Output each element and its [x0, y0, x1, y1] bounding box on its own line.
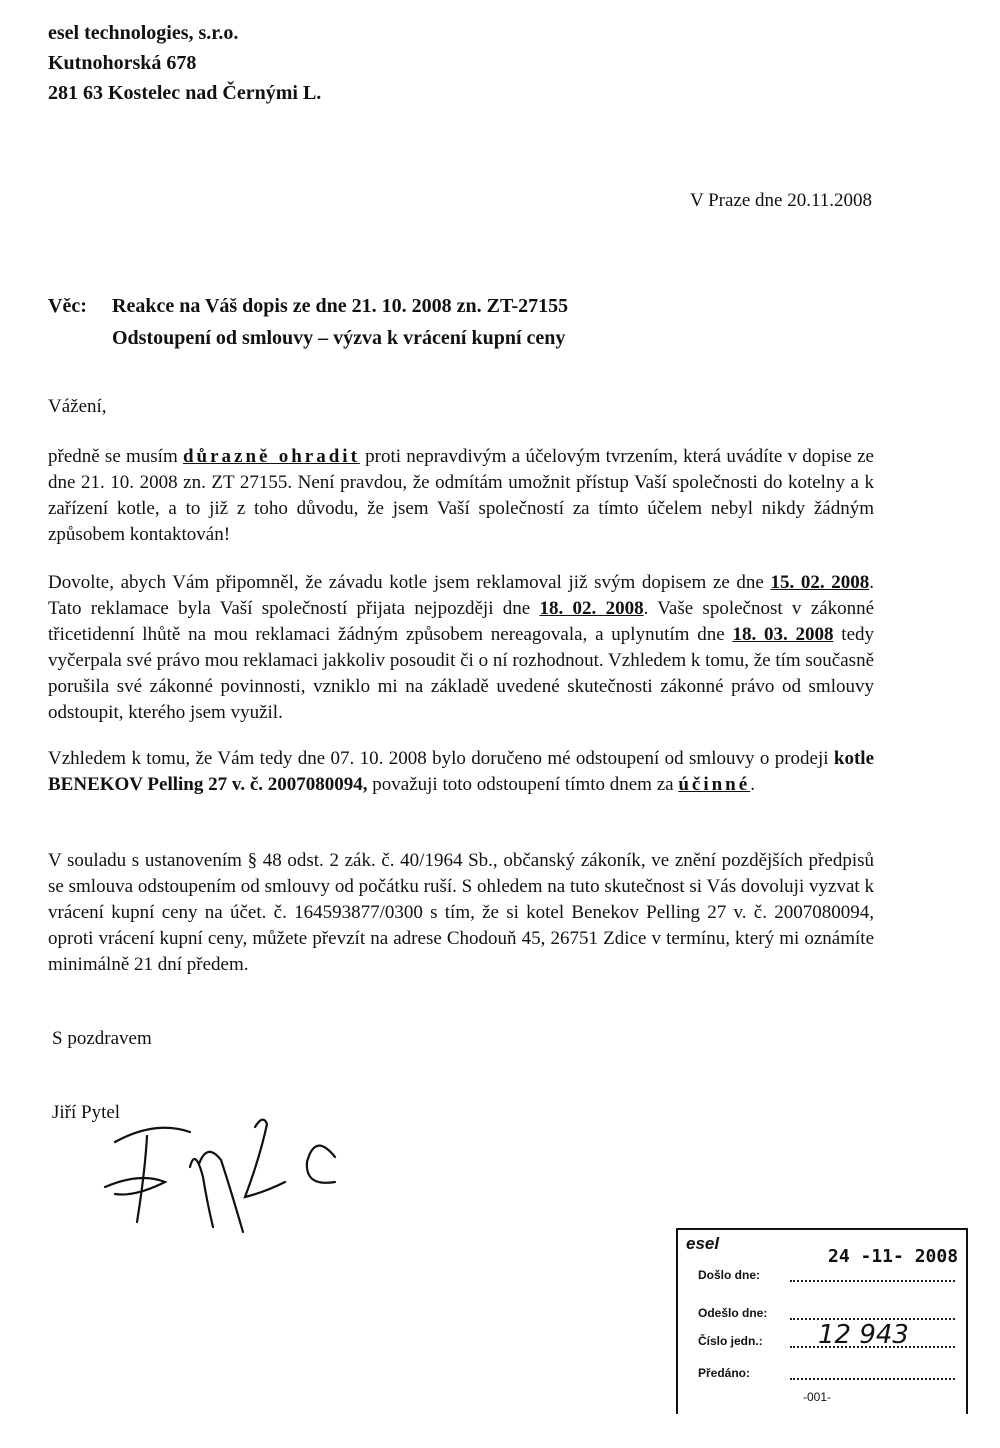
stamp-received-label: Došlo dne:: [698, 1268, 760, 1282]
sender-city: 281 63 Kostelec nad Černými L.: [48, 82, 322, 104]
stamp-received-date: 24 -11- 2008: [828, 1246, 959, 1267]
p2-text-3: . Vaše společnost v zákonné třicetidenní lhůtě na mou reklamaci žádným způsobem nereagovala, a uplynutím dne: [48, 598, 875, 645]
paragraph-2: [48, 570, 874, 726]
letter-date: V Praze dne 20.11.2008: [689, 190, 872, 211]
p1-text-1: předně se musím: [48, 446, 183, 467]
stamp-handed-label: Předáno:: [698, 1366, 751, 1380]
stamp-ref-label: Číslo jedn.:: [698, 1334, 763, 1348]
subject-label: Věc:: [48, 295, 87, 317]
p3-emphasis: účinné: [678, 774, 751, 795]
closing: S pozdravem: [52, 1028, 152, 1049]
stamp-brand: esel: [686, 1234, 720, 1253]
p2-date-2: 18. 02. 2008: [539, 598, 644, 619]
p2-date-3: 18. 03. 2008: [732, 624, 834, 645]
subject-block: [48, 290, 748, 360]
p2-text-2: . Tato reklamace byla Vaší společností přijata nejpozději dne: [48, 572, 874, 619]
stamp-dotline: [790, 1336, 955, 1348]
paragraph-1: [48, 444, 874, 548]
signer-name: Jiří Pytel: [52, 1102, 121, 1123]
sender-company: esel technologies, s.r.o.: [48, 22, 239, 44]
p2-date-1: 15. 02. 2008: [770, 572, 870, 593]
paragraph-4: V souladu s ustanovením § 48 odst. 2 zák. č. 40/1964 Sb., občanský zákoník, ve znění pozdějších předpisů se smlouva odstoupením od smlouvy od počátku ruší. S ohledem na tuto skutečnost si Vás dovoluji vyzvat k vrácení kupní ceny na účet. č. 164593877/0300 s tím, že si kotel Benekov Pelling 27 v. č. 2007080094, oproti vrácení kupní ceny, můžete převzít na adrese Chodouň 45, 26751 Zdice v termínu, který mi oznámíte minimálně 21 dní předem.: [48, 850, 874, 975]
p3-text-3: .: [750, 774, 755, 795]
stamp-dotline: [790, 1270, 955, 1282]
p3-text-1: Vzhledem k tomu, že Vám tedy dne 07. 10. 2008 bylo doručeno mé odstoupení od smlouvy o prodeji: [48, 748, 834, 769]
p1-emphasis: důrazně ohradit: [182, 446, 360, 467]
stamp-sent-label: Odešlo dne:: [698, 1306, 768, 1320]
subject-line-2: Odstoupení od smlouvy – výzva k vrácení kupní ceny: [112, 327, 566, 349]
stamp-ref-number: 12 943: [818, 1320, 909, 1350]
p1-text-2: proti nepravdivým a účelovým tvrzením, která uvádíte v dopise ze dne 21. 10. 2008 zn. ZT 27155. Není pravdou, že odmítám umožnit přístup Vaší společnosti do kotelny a k zařízení kotle, a to již z toho důvodu, že jsem Vaší společností za tímto účelem nebyl nikdy žádným způsobem kontaktován!: [48, 446, 874, 545]
sender-address: [48, 18, 321, 108]
paragraph-3: [48, 746, 874, 798]
p3-text-2: považuji toto odstoupení tímto dnem za: [367, 774, 679, 795]
p3-boiler: kotle BENEKOV Pelling 27 v. č. 2007080094,: [48, 748, 874, 795]
stamp-code: -001-: [803, 1390, 832, 1404]
received-stamp: [676, 1228, 968, 1414]
subject-line-1: Reakce na Váš dopis ze dne 21. 10. 2008 zn. ZT-27155: [112, 295, 569, 317]
salutation: Vážení,: [48, 396, 107, 417]
sender-street: Kutnohorská 678: [48, 52, 197, 74]
signature-icon: [95, 1102, 355, 1242]
stamp-dotline: [790, 1308, 955, 1320]
p2-text-4: tedy vyčerpala své právo mou reklamaci jakkoliv posoudit či o ní rozhodnout. Vzhledem k tomu, že tím současně porušila své zákonné povinnosti, vzniklo mi na základě uvedené skutečnosti zákonné právo od smlouvy odstoupit, kterého jsem využil.: [48, 624, 875, 723]
stamp-dotline: [790, 1368, 955, 1380]
p2-text-1: Dovolte, abych Vám připomněl, že závadu kotle jsem reklamoval již svým dopisem ze dne: [48, 572, 771, 593]
